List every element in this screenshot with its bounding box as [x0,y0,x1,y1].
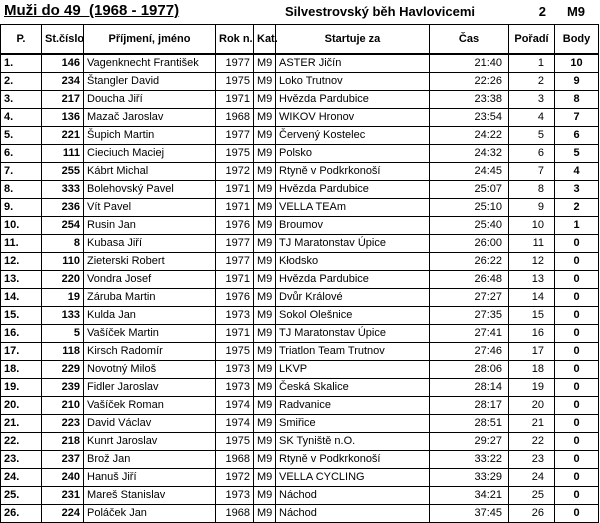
cell-position: 18. [1,361,42,379]
cell-start-number: 224 [42,505,84,523]
table-row [1,289,599,307]
cell-points: 0 [555,361,599,379]
cell-position: 8. [1,181,42,199]
cell-position: 26. [1,505,42,523]
cell-time: 28:14 [430,379,509,397]
cell-birth-year: 1971 [216,181,254,199]
cell-name: Poláček Jan [84,505,216,523]
cell-points: 5 [555,145,599,163]
cell-position: 2. [1,73,42,91]
cell-time: 28:17 [430,397,509,415]
table-row [1,343,599,361]
cell-category: M9 [254,181,276,199]
cell-rank: 15 [509,307,555,325]
table-row [1,469,599,487]
cell-category: M9 [254,163,276,181]
cell-club: SK Tyniště n.O. [276,433,430,451]
cell-name: Rusin Jan [84,217,216,235]
cell-start-number: 240 [42,469,84,487]
cell-position: 24. [1,469,42,487]
cell-time: 25:10 [430,199,509,217]
cell-birth-year: 1968 [216,505,254,523]
cell-name: Cieciuch Maciej [84,145,216,163]
cell-points: 7 [555,109,599,127]
cell-category: M9 [254,235,276,253]
cell-club: Hvězda Pardubice [276,181,430,199]
cell-time: 24:32 [430,145,509,163]
cell-name: Vašíček Roman [84,397,216,415]
cell-points: 1 [555,217,599,235]
cell-club: LKVP [276,361,430,379]
cell-birth-year: 1973 [216,487,254,505]
cell-time: 25:07 [430,181,509,199]
category-code: M9 [566,4,586,19]
cell-category: M9 [254,397,276,415]
table-row [1,397,599,415]
cell-rank: 1 [509,54,555,73]
cell-birth-year: 1975 [216,145,254,163]
table-row [1,487,599,505]
cell-points: 10 [555,54,599,73]
cell-points: 0 [555,253,599,271]
col-header-start-number: St.číslo [42,25,84,55]
cell-time: 24:45 [430,163,509,181]
cell-position: 19. [1,379,42,397]
cell-category: M9 [254,343,276,361]
cell-club: Náchod [276,505,430,523]
table-row [1,361,599,379]
cell-position: 22. [1,433,42,451]
cell-position: 17. [1,343,42,361]
cell-points: 0 [555,433,599,451]
cell-time: 29:27 [430,433,509,451]
cell-birth-year: 1968 [216,109,254,127]
cell-category: M9 [254,451,276,469]
cell-club: Kłodsko [276,253,430,271]
cell-start-number: 110 [42,253,84,271]
cell-points: 0 [555,487,599,505]
cell-start-number: 133 [42,307,84,325]
cell-birth-year: 1977 [216,253,254,271]
cell-name: Šupich Martin [84,127,216,145]
cell-points: 0 [555,415,599,433]
cell-category: M9 [254,145,276,163]
cell-name: Kunrt Jaroslav [84,433,216,451]
table-row [1,505,599,523]
cell-club: WIKOV Hronov [276,109,430,127]
cell-club: Hvězda Pardubice [276,91,430,109]
cell-club: VELLA CYCLING [276,469,430,487]
cell-name: Bolehovský Pavel [84,181,216,199]
table-row [1,181,599,199]
cell-club: Rtyně v Podkrkonoší [276,163,430,181]
cell-rank: 12 [509,253,555,271]
cell-club: Radvanice [276,397,430,415]
cell-start-number: 239 [42,379,84,397]
table-row [1,415,599,433]
cell-time: 37:45 [430,505,509,523]
cell-club: Smiřice [276,415,430,433]
cell-position: 21. [1,415,42,433]
cell-time: 27:46 [430,343,509,361]
cell-birth-year: 1975 [216,343,254,361]
cell-start-number: 19 [42,289,84,307]
cell-category: M9 [254,289,276,307]
cell-birth-year: 1977 [216,127,254,145]
cell-start-number: 229 [42,361,84,379]
cell-club: Červený Kostelec [276,127,430,145]
cell-birth-year: 1974 [216,397,254,415]
cell-position: 11. [1,235,42,253]
cell-rank: 18 [509,361,555,379]
cell-position: 20. [1,397,42,415]
cell-birth-year: 1971 [216,271,254,289]
cell-start-number: 118 [42,343,84,361]
cell-start-number: 218 [42,433,84,451]
cell-time: 21:40 [430,54,509,73]
cell-points: 2 [555,199,599,217]
cell-start-number: 237 [42,451,84,469]
cell-start-number: 8 [42,235,84,253]
cell-start-number: 255 [42,163,84,181]
cell-birth-year: 1977 [216,235,254,253]
cell-birth-year: 1976 [216,289,254,307]
cell-position: 9. [1,199,42,217]
col-header-position: P. [1,25,42,55]
cell-rank: 25 [509,487,555,505]
table-row [1,433,599,451]
cell-category: M9 [254,253,276,271]
cell-rank: 3 [509,91,555,109]
cell-category: M9 [254,199,276,217]
cell-name: Kulda Jan [84,307,216,325]
cell-start-number: 220 [42,271,84,289]
cell-rank: 9 [509,199,555,217]
cell-rank: 6 [509,145,555,163]
cell-club: TJ Maratonstav Úpice [276,235,430,253]
cell-club: Dvůr Králové [276,289,430,307]
category-title: Muži do 49 (1968 - 1977) [4,2,180,19]
cell-category: M9 [254,73,276,91]
cell-points: 0 [555,271,599,289]
cell-name: Hanuš Jiří [84,469,216,487]
cell-category: M9 [254,217,276,235]
cell-name: Štangler David [84,73,216,91]
cell-category: M9 [254,433,276,451]
cell-birth-year: 1973 [216,361,254,379]
cell-birth-year: 1975 [216,433,254,451]
table-row [1,109,599,127]
cell-start-number: 236 [42,199,84,217]
cell-name: Vít Pavel [84,199,216,217]
cell-time: 25:40 [430,217,509,235]
col-header-time: Čas [430,25,509,55]
cell-category: M9 [254,487,276,505]
cell-rank: 17 [509,343,555,361]
cell-points: 0 [555,397,599,415]
cell-category: M9 [254,325,276,343]
cell-rank: 11 [509,235,555,253]
cell-rank: 8 [509,181,555,199]
results-body [1,54,599,523]
cell-points: 0 [555,325,599,343]
cell-birth-year: 1971 [216,199,254,217]
cell-birth-year: 1973 [216,307,254,325]
table-row [1,199,599,217]
cell-club: Česká Skalice [276,379,430,397]
table-row [1,54,599,73]
cell-time: 23:54 [430,109,509,127]
cell-start-number: 221 [42,127,84,145]
cell-name: Kábrt Michal [84,163,216,181]
event-title: Silvestrovský běh Havlovicemi [285,4,476,19]
cell-position: 14. [1,289,42,307]
cell-time: 33:22 [430,451,509,469]
cell-birth-year: 1975 [216,73,254,91]
cell-position: 23. [1,451,42,469]
table-row [1,217,599,235]
cell-position: 12. [1,253,42,271]
cell-rank: 22 [509,433,555,451]
cell-category: M9 [254,505,276,523]
cell-club: Polsko [276,145,430,163]
cell-time: 26:00 [430,235,509,253]
cell-category: M9 [254,307,276,325]
cell-time: 26:48 [430,271,509,289]
cell-time: 34:21 [430,487,509,505]
cell-rank: 26 [509,505,555,523]
cell-rank: 7 [509,163,555,181]
title-row [0,0,600,23]
cell-name: Zieterski Robert [84,253,216,271]
table-row [1,163,599,181]
cell-club: TJ Maratonstav Úpice [276,325,430,343]
cell-time: 28:51 [430,415,509,433]
cell-club: Náchod [276,487,430,505]
cell-time: 22:26 [430,73,509,91]
cell-name: Mareš Stanislav [84,487,216,505]
cell-time: 27:27 [430,289,509,307]
table-row [1,271,599,289]
cell-points: 9 [555,73,599,91]
cell-start-number: 234 [42,73,84,91]
cell-start-number: 111 [42,145,84,163]
table-row [1,145,599,163]
cell-start-number: 254 [42,217,84,235]
table-row [1,307,599,325]
cell-club: ASTER Jičín [276,54,430,73]
cell-position: 1. [1,54,42,73]
cell-points: 8 [555,91,599,109]
cell-rank: 2 [509,73,555,91]
cell-category: M9 [254,91,276,109]
cell-club: Loko Trutnov [276,73,430,91]
cell-position: 5. [1,127,42,145]
cell-start-number: 231 [42,487,84,505]
cell-position: 6. [1,145,42,163]
col-header-name: Příjmení, jméno [84,25,216,55]
results-table [0,24,599,523]
cell-points: 0 [555,343,599,361]
cell-position: 15. [1,307,42,325]
cell-rank: 19 [509,379,555,397]
cell-category: M9 [254,415,276,433]
cell-club: Triatlon Team Trutnov [276,343,430,361]
cell-name: Záruba Martin [84,289,216,307]
cell-points: 0 [555,307,599,325]
cell-rank: 21 [509,415,555,433]
cell-rank: 13 [509,271,555,289]
cell-points: 0 [555,379,599,397]
cell-position: 4. [1,109,42,127]
cell-time: 27:35 [430,307,509,325]
cell-rank: 16 [509,325,555,343]
cell-points: 6 [555,127,599,145]
cell-club: VELLA TEAm [276,199,430,217]
cell-name: Brož Jan [84,451,216,469]
table-row [1,235,599,253]
cell-start-number: 210 [42,397,84,415]
col-header-points: Body [555,25,599,55]
event-number: 2 [538,4,546,19]
cell-position: 7. [1,163,42,181]
cell-points: 0 [555,235,599,253]
cell-position: 3. [1,91,42,109]
cell-time: 33:29 [430,469,509,487]
cell-start-number: 223 [42,415,84,433]
cell-time: 28:06 [430,361,509,379]
cell-position: 10. [1,217,42,235]
cell-name: Kirsch Radomír [84,343,216,361]
col-header-club: Startuje za [276,25,430,55]
table-row [1,91,599,109]
cell-club: Hvězda Pardubice [276,271,430,289]
cell-position: 13. [1,271,42,289]
cell-points: 0 [555,451,599,469]
table-row [1,73,599,91]
cell-category: M9 [254,127,276,145]
table-row [1,253,599,271]
cell-start-number: 217 [42,91,84,109]
cell-name: David Václav [84,415,216,433]
cell-rank: 14 [509,289,555,307]
cell-rank: 4 [509,109,555,127]
col-header-rank: Pořadí [509,25,555,55]
cell-category: M9 [254,109,276,127]
cell-club: Rtyně v Podkrkonoší [276,451,430,469]
cell-time: 27:41 [430,325,509,343]
cell-start-number: 333 [42,181,84,199]
cell-name: Vašíček Martin [84,325,216,343]
cell-points: 3 [555,181,599,199]
cell-time: 23:38 [430,91,509,109]
cell-name: Vondra Josef [84,271,216,289]
col-header-category: Kat. [254,25,276,55]
cell-birth-year: 1972 [216,163,254,181]
cell-category: M9 [254,469,276,487]
cell-birth-year: 1976 [216,217,254,235]
cell-category: M9 [254,54,276,73]
cell-name: Doucha Jiří [84,91,216,109]
cell-birth-year: 1972 [216,469,254,487]
cell-rank: 5 [509,127,555,145]
cell-club: Broumov [276,217,430,235]
cell-start-number: 136 [42,109,84,127]
cell-points: 0 [555,289,599,307]
table-row [1,127,599,145]
cell-rank: 20 [509,397,555,415]
col-header-birth-year: Rok n. [216,25,254,55]
cell-points: 0 [555,505,599,523]
cell-name: Mazač Jaroslav [84,109,216,127]
cell-time: 24:22 [430,127,509,145]
table-row [1,379,599,397]
header-row [1,25,599,55]
table-row [1,325,599,343]
cell-category: M9 [254,361,276,379]
cell-name: Fidler Jaroslav [84,379,216,397]
cell-rank: 24 [509,469,555,487]
cell-name: Kubasa Jiří [84,235,216,253]
cell-birth-year: 1971 [216,91,254,109]
cell-birth-year: 1973 [216,379,254,397]
cell-start-number: 5 [42,325,84,343]
cell-time: 26:22 [430,253,509,271]
cell-birth-year: 1971 [216,325,254,343]
cell-birth-year: 1974 [216,415,254,433]
cell-birth-year: 1968 [216,451,254,469]
cell-club: Sokol Olešnice [276,307,430,325]
table-row [1,451,599,469]
cell-position: 16. [1,325,42,343]
cell-category: M9 [254,379,276,397]
cell-birth-year: 1977 [216,54,254,73]
cell-position: 25. [1,487,42,505]
cell-name: Vagenknecht František [84,54,216,73]
cell-category: M9 [254,271,276,289]
cell-points: 0 [555,469,599,487]
cell-rank: 10 [509,217,555,235]
cell-points: 4 [555,163,599,181]
cell-start-number: 146 [42,54,84,73]
cell-rank: 23 [509,451,555,469]
cell-name: Novotný Miloš [84,361,216,379]
